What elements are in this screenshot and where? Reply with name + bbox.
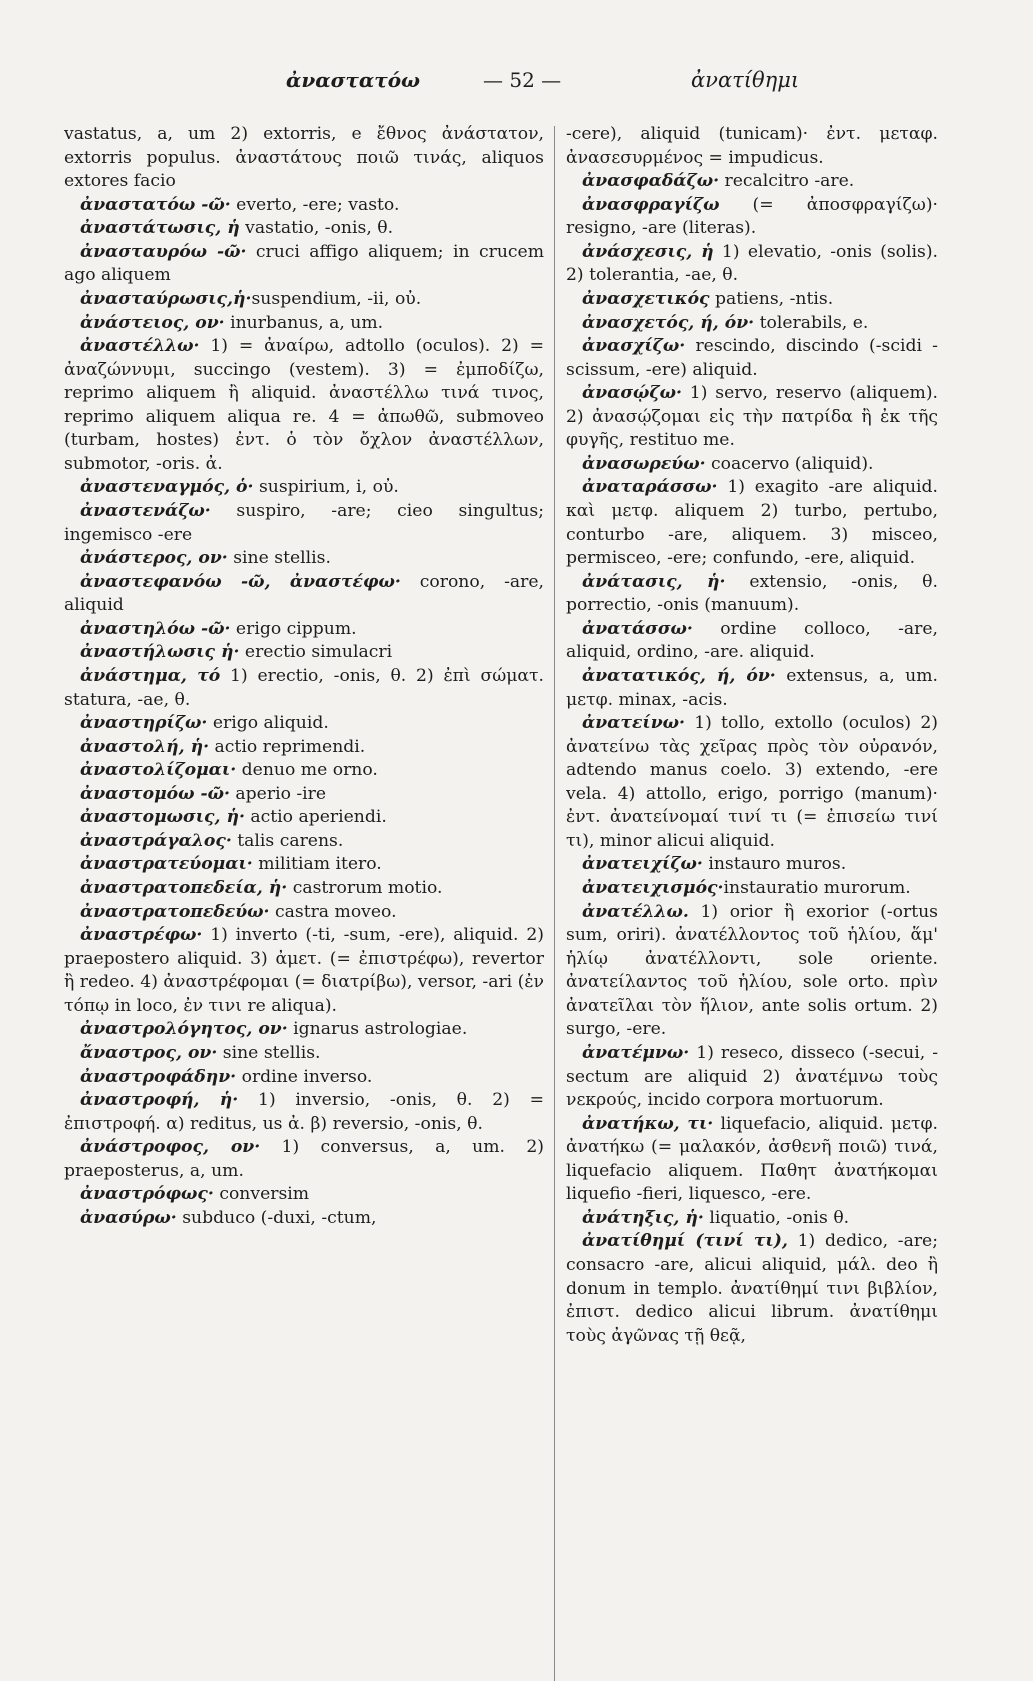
dictionary-entry [566, 901, 938, 1042]
dictionary-entry [64, 901, 544, 925]
dictionary-entry [566, 853, 938, 877]
entry-headword: ἀναστηλόω -ῶ· [80, 618, 231, 639]
entry-definition: -cere), aliquid (tunicam)· ἐντ. μεταφ. ἀνασεσυρμένος = impudicus. [566, 124, 938, 168]
entry-headword: ἀνάσχεσις, ἡ [582, 241, 714, 262]
entry-definition: instauratio murorum. [723, 878, 911, 898]
entry-definition: erigo cippum. [230, 618, 357, 639]
entry-headword: ἀνατειχίζω· [582, 854, 703, 875]
entry-definition: 1) inversio, -onis, θ. 2) = ἐπιστροφή. α) reditus, us ἀ. β) reversio, -onis, θ. [64, 1090, 544, 1134]
dictionary-entry [64, 241, 544, 288]
dictionary-entry [64, 806, 544, 830]
dictionary-entry [64, 853, 544, 877]
dictionary-entry [64, 476, 544, 500]
dictionary-entry [64, 783, 544, 807]
entry-definition: 1) reseco, disseco (-secui, -sectum are aliquid 2) ἀνατέμνω τοὺς νεκρούς, incido corpora mortuorum. [566, 1042, 938, 1111]
entry-headword: ἀναστατόω -ῶ· [80, 194, 231, 215]
dictionary-entry [64, 1207, 544, 1231]
entry-headword: ἀνασχετικός [582, 288, 710, 309]
entry-definition: suspirium, i, οὐ. [253, 477, 399, 498]
dictionary-entry [64, 1089, 544, 1136]
entry-definition: castrorum motio. [287, 878, 443, 898]
page-header [70, 68, 965, 98]
entry-headword: ἀνάστημα, τό [80, 665, 221, 686]
dictionary-entry [566, 241, 938, 288]
dictionary-entry [566, 312, 938, 336]
left-column [64, 123, 544, 1230]
dictionary-entry [64, 194, 544, 218]
dictionary-entry [566, 194, 938, 241]
dictionary-entry [64, 335, 544, 476]
entry-definition: ordine colloco, -are, aliquid, ordino, -are. aliquid. [566, 618, 938, 663]
column-divider [554, 126, 555, 1681]
entry-headword: ἀναστάτωσις, ἡ [80, 218, 240, 239]
entry-headword: ἀναστεναγμός, ὁ· [80, 477, 254, 498]
dictionary-entry [566, 1113, 938, 1207]
entry-definition: suspiro, -are; cieo singultus; ingemisco -ere [64, 501, 544, 545]
dictionary-entry [64, 1018, 544, 1042]
dictionary-entry [64, 571, 544, 618]
entry-headword: ἀνάστειος, ον· [80, 312, 225, 333]
dictionary-entry [566, 571, 938, 618]
entry-headword: ἀνατέμνω· [582, 1042, 690, 1063]
entry-definition: suspendium, -ii, οὐ. [251, 288, 422, 309]
entry-headword: ἀνατέλλω. [582, 901, 689, 922]
dictionary-entry [64, 924, 544, 1018]
right-column [566, 123, 938, 1348]
entry-headword: ἀναστενάζω· [80, 501, 211, 521]
entry-definition: 1) servo, reservo (aliquem). 2) ἀνασῴζομαι εἰς τὴν πατρίδα ἢ ἐκ τῆς φυγῆς, restituo me. [566, 383, 938, 451]
entry-definition: 1) tollo, extollo (oculos) 2) ἀνατείνω τὰς χεῖρας πρὸς τὸν οὐρανόν, adtendo manus coelo. 3) extendo, -ere vela. 4) attollo, erigo, porrigo (manum)· ἐντ. ἀνατείνομαί τινί τι (= ἐπισείω τινί τι), minor alicui aliquid. [566, 713, 938, 851]
entry-headword: ἀναστροφάδην· [80, 1066, 237, 1087]
entry-headword: ἀνατειχισμός· [582, 878, 724, 898]
dictionary-entry [64, 641, 544, 665]
entry-definition: instauro muros. [702, 854, 847, 875]
dictionary-entry [64, 217, 544, 241]
dictionary-entry [64, 618, 544, 642]
entry-definition: 1) inverto (-ti, -sum, -ere), aliquid. 2) praepostero aliquid. 3) ἀμετ. (= ἐπιστρέφω), revertor ἢ redeo. 4) ἀναστρέφομαι (= διατρίβω), versor, -ari (ἐν τόπῳ in loco, ἐν τινι re aliqua). [64, 925, 544, 1016]
dictionary-entry [566, 123, 938, 170]
entry-definition: liquefacio, aliquid. μετφ. ἀνατήκω (= μαλακόν, ἀσθενῆ ποιῶ) τινά, liquefacio aliquem. Παθητ ἀνατήκομαι liquefio -fieri, liquesco, -ere. [566, 1113, 938, 1205]
entry-headword: ἀναστροφή, ἡ· [80, 1090, 239, 1111]
entry-headword: ἀνασχετός, ή, όν· [582, 312, 755, 333]
dictionary-entry [64, 830, 544, 854]
dictionary-entry [64, 547, 544, 571]
dictionary-entry [64, 665, 544, 712]
entry-definition: corono, -are, aliquid [64, 571, 544, 616]
dictionary-entry [566, 170, 938, 194]
entry-headword: ἀναστολή, ἡ· [80, 736, 210, 757]
entry-definition: extensus, a, um. μετφ. minax, -acis. [566, 665, 938, 710]
entry-headword: ἀναστρέφω· [80, 925, 203, 946]
entry-definition: talis carens. [231, 830, 344, 851]
entry-definition: rescindo, discindo (-scidi -scissum, -ere) aliquid. [566, 336, 938, 380]
dictionary-entry [64, 712, 544, 736]
entry-headword: ἀνασταύρωσις,ἡ· [80, 288, 252, 309]
running-head-right: ἀνατίθημι [691, 68, 800, 92]
entry-headword: ἀνασωρεύω· [582, 453, 706, 474]
dictionary-entry [566, 1042, 938, 1113]
entry-definition: 1) erectio, -onis, θ. 2) ἐπὶ σώματ. statura, -ae, θ. [64, 665, 545, 710]
dictionary-entry [566, 665, 938, 712]
entry-definition: cruci affigo aliquem; in crucem ago aliquem [64, 241, 544, 286]
dictionary-entry [566, 1230, 938, 1348]
entry-definition: castra moveo. [269, 901, 397, 922]
entry-headword: ἀνασταυρόω -ῶ· [80, 241, 247, 262]
entry-headword: ἀναστηρίζω· [80, 713, 208, 734]
entry-definition: recalcitro -are. [719, 171, 855, 192]
dictionary-entry [64, 736, 544, 760]
entry-definition: erectio simulacri [239, 642, 393, 663]
entry-headword: ἀνασῴζω· [582, 383, 682, 404]
entry-headword: ἀναστολίζομαι· [80, 760, 237, 781]
entry-definition: 1) = ἀναίρω, adtollo (oculos). 2) = ἀναζώννυμι, succingo (vestem). 3) = ἐμποδίζω, reprimo aliquem ἢ aliquid. ἀναστέλλω τινά τινος, reprimo aliquem aliqua re. 4 = ἀπωθῶ, submoveo (turbam, hostes) ἐντ. ὁ τὸν ὄχλον ἀναστέλλων, submotor, -oris. ἀ. [64, 336, 544, 474]
entry-headword: ἀναταράσσω· [582, 477, 718, 498]
dictionary-entry [566, 618, 938, 665]
entry-headword: ἀνατείνω· [582, 713, 685, 734]
entry-headword: ἀναστρατοπεδεία, ἡ· [80, 878, 288, 898]
dictionary-entry [64, 1136, 544, 1183]
entry-definition: extensio, -onis, θ. porrectio, -onis (manuum). [566, 571, 938, 616]
entry-definition: everto, -ere; vasto. [230, 194, 400, 215]
dictionary-entry [64, 288, 544, 312]
entry-definition: inurbanus, a, um. [224, 312, 384, 333]
entry-definition: denuo me orno. [236, 760, 378, 781]
entry-definition: actio reprimendi. [209, 736, 366, 757]
entry-headword: ἀνάτασις, ἡ· [582, 571, 726, 592]
dictionary-entry [566, 453, 938, 477]
dictionary-entry [566, 1207, 938, 1231]
entry-definition: liquatio, -onis θ. [703, 1207, 850, 1228]
dictionary-entry [64, 1183, 544, 1207]
entry-headword: ἀναστράγαλος· [80, 830, 232, 851]
entry-definition: aperio -ire [229, 783, 327, 804]
entry-definition: militiam itero. [252, 854, 382, 875]
page-number: — 52 — [483, 68, 562, 92]
entry-headword: ἀνασύρω· [80, 1207, 177, 1228]
entry-headword: ἀνασφραγίζω [582, 194, 720, 215]
dictionary-entry [64, 877, 544, 901]
dictionary-entry [566, 382, 938, 453]
entry-headword: ἀναστρολόγητος, ον· [80, 1019, 288, 1040]
entry-headword: ἀνασχίζω· [582, 336, 686, 357]
entry-definition: ignarus astrologiae. [287, 1019, 468, 1040]
dictionary-entry [566, 288, 938, 312]
entry-definition: sine stellis. [227, 548, 331, 569]
entry-definition: 1) conversus, a, um. 2) praeposterus, a, um. [64, 1137, 544, 1181]
dictionary-entry [64, 123, 544, 194]
entry-definition: 1) elevatio, -onis (solis). 2) tolerantia, -ae, θ. [566, 241, 938, 286]
entry-headword: ἀναστρατεύομαι· [80, 854, 253, 875]
entry-definition: 1) exagito -are aliquid. καὶ μετφ. aliquem 2) turbo, pertubo, conturbo -are, aliquem. 3) misceo, permisceo, -ere; confundo, -ere, aliquid. [566, 477, 938, 569]
entry-headword: ἀναστομόω -ῶ· [80, 783, 230, 804]
entry-definition: actio aperiendi. [244, 807, 387, 828]
dictionary-entry [566, 476, 938, 570]
entry-definition: vastatus, a, um 2) extorris, e ἔθνος ἀνάστατον, extorris populus. ἀναστάτους ποιῶ τινάς, aliquos extores facio [64, 124, 544, 192]
entry-definition: (= ἀποσφραγίζω)· resigno, -are (literas). [566, 194, 938, 239]
dictionary-entry [566, 877, 938, 901]
entry-definition: erigo aliquid. [207, 713, 329, 734]
entry-headword: ἀναστήλωσις ἡ· [80, 642, 240, 663]
entry-headword: ἀνάτηξις, ἡ· [582, 1207, 704, 1228]
entry-definition: subduco (-duxi, -ctum, [176, 1207, 377, 1228]
entry-definition: 1) dedico, -are; consacro -are, alicui aliquid, μάλ. deo ἢ donum in templo. ἀνατίθημί τινι βιβλίον, ἐπιστ. dedico alicui librum. ἀνατίθημι τοὺς ἀγῶνας τῇ θεᾷ, [566, 1231, 939, 1346]
entry-headword: ἀνατάσσω· [582, 618, 693, 639]
entry-headword: ἀνατίθημί (τινί τι), [582, 1231, 788, 1252]
dictionary-entry [64, 1042, 544, 1066]
entry-definition: vastatio, -onis, θ. [239, 218, 394, 239]
dictionary-entry [64, 500, 544, 547]
dictionary-entry [566, 712, 938, 853]
entry-definition: sine stellis. [217, 1042, 321, 1063]
entry-headword: ἀναστομωσις, ἡ· [80, 807, 245, 828]
entry-headword: ἀνασφαδάζω· [582, 171, 720, 192]
entry-definition: 1) orior ἢ exorior (-ortus sum, oriri). ἀνατέλλοντος τοῦ ἡλίου, ἅμ' ἡλίῳ ἀνατέλλοντι, sole oriente. ἀνατείλαντος τοῦ ἡλίου, sole orto. πρὶν ἀνατεῖλαι τὸν ἥλιον, ante solis ortum. 2) surgo, -ere. [566, 901, 938, 1040]
dictionary-entry [64, 1066, 544, 1090]
dictionary-entry [566, 335, 938, 382]
running-head-left: ἀναστατόω [286, 68, 421, 92]
entry-headword: ἀνατήκω, τι· [582, 1113, 714, 1134]
entry-definition: coacervo (aliquid). [705, 453, 874, 474]
entry-headword: ἀναστέλλω· [80, 336, 200, 357]
entry-definition: ordine inverso. [236, 1066, 373, 1087]
entry-headword: ἄναστρος, ον· [80, 1042, 218, 1063]
entry-definition: patiens, -ntis. [709, 288, 834, 309]
entry-headword: ἀναστρόφως· [80, 1184, 214, 1205]
entry-headword: ἀνάστερος, ον· [80, 548, 228, 569]
dictionary-entry [64, 759, 544, 783]
entry-headword: ἀνάστροφος, ον· [80, 1137, 261, 1158]
entry-headword: ἀναστεφανόω -ῶ, ἀναστέφω· [80, 571, 401, 592]
entry-headword: ἀναστρατοπεδεύω· [80, 901, 270, 922]
entry-headword: ἀνατατικός, ή, όν· [582, 665, 776, 686]
entry-definition: conversim [213, 1184, 310, 1205]
dictionary-entry [64, 312, 544, 336]
entry-definition: tolerabils, e. [754, 312, 869, 333]
